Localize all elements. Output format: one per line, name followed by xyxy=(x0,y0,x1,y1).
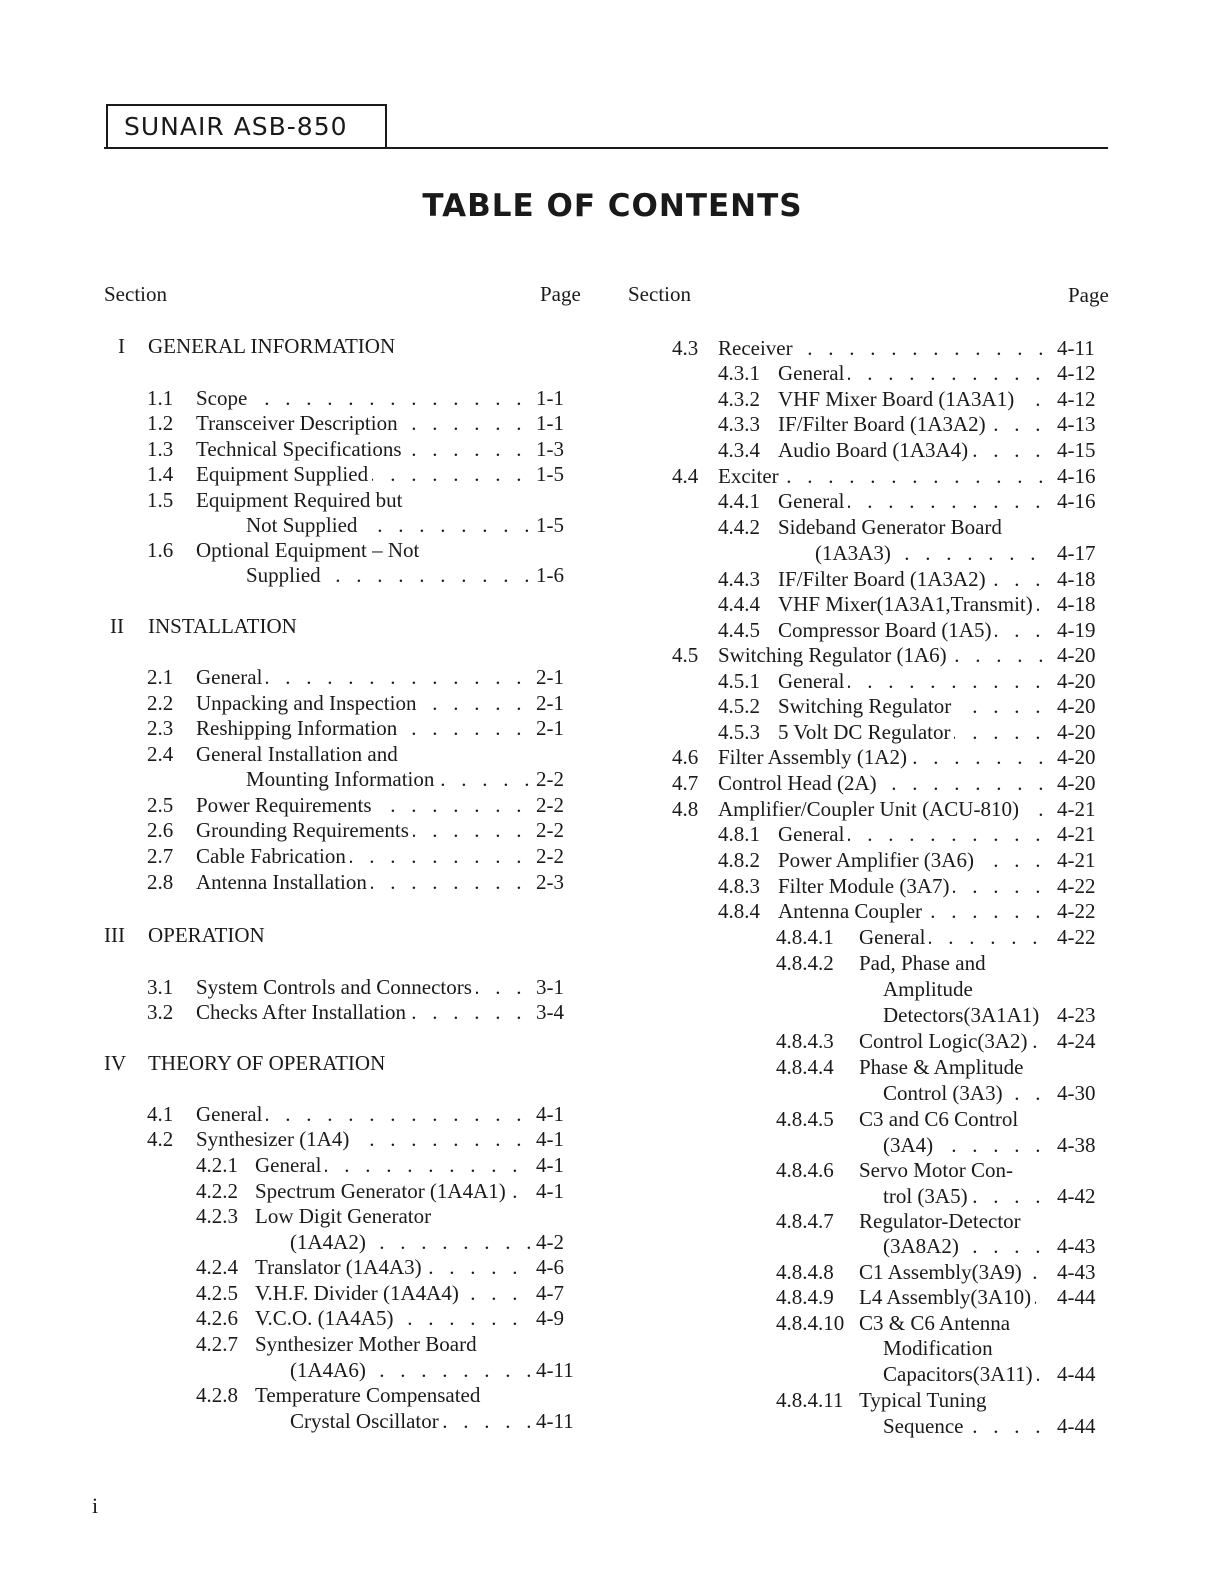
entry-page: 4-42 xyxy=(1057,1184,1096,1208)
entry-number: 4.7 xyxy=(672,771,699,795)
section-title: INSTALLATION xyxy=(148,614,301,639)
entry-page: 4-11 xyxy=(1057,336,1095,360)
entry-number: 4.2.3 xyxy=(196,1204,238,1228)
entry-title: Crystal Oscillator . . xyxy=(290,1409,530,1434)
entry-page: 2-2 xyxy=(536,844,564,868)
entry-page: 4-2 xyxy=(536,1230,564,1254)
entry-number: 4.8.4.11 xyxy=(776,1388,844,1412)
entry-title: Sideband Generator Board xyxy=(778,515,1006,540)
entry-number: 4.2.7 xyxy=(196,1332,238,1356)
entry-number: 4.2.5 xyxy=(196,1281,238,1305)
entry-title: Antenna Coupler . . xyxy=(778,899,1051,924)
entry-page: 4-21 xyxy=(1057,797,1096,821)
right-section-label: Section xyxy=(628,282,691,306)
entry-number: 2.1 xyxy=(147,665,174,689)
entry-title: VHF Mixer Board (1A3A1) . . xyxy=(778,387,1051,412)
entry-page: 4-23 xyxy=(1057,1003,1096,1027)
entry-number: 4.8.4.10 xyxy=(776,1311,845,1335)
entry-title: Equipment Supplied . . xyxy=(196,462,530,487)
entry-title: VHF Mixer(1A3A1,Transmit) . . xyxy=(778,592,1051,617)
entry-page: 4-19 xyxy=(1057,618,1096,642)
entry-title: V.H.F. Divider (1A4A4) . . xyxy=(255,1281,530,1306)
entry-number: 1.5 xyxy=(147,488,174,512)
entry-title: (1A4A6) . . xyxy=(290,1358,530,1383)
entry-title: Not Supplied . . xyxy=(246,513,530,538)
entry-number: 4.4.5 xyxy=(718,618,760,642)
entry-number: 4.8.4.9 xyxy=(776,1285,834,1309)
entry-page: 4-21 xyxy=(1057,848,1096,872)
entry-number: 4.8.2 xyxy=(718,848,760,872)
entry-page: 2-2 xyxy=(536,793,564,817)
entry-title: Power Amplifier (3A6) . . xyxy=(778,848,1051,873)
entry-number: 2.5 xyxy=(147,793,174,817)
entry-title: Low Digit Generator xyxy=(255,1204,435,1229)
entry-number: 4.4.1 xyxy=(718,489,760,513)
entry-number: 4.8.4.6 xyxy=(776,1158,834,1182)
entry-page: 2-1 xyxy=(536,716,564,740)
entry-title: Regulator-Detector xyxy=(859,1209,1025,1234)
entry-number: 4.3.1 xyxy=(718,361,760,385)
entry-number: 2.2 xyxy=(147,691,174,715)
right-page-label: Page xyxy=(1068,283,1109,307)
entry-number: 4.3.4 xyxy=(718,438,760,462)
entry-title: Audio Board (1A3A4) . . xyxy=(778,438,1051,463)
entry-page: 4-22 xyxy=(1057,899,1096,923)
entry-page: 2-1 xyxy=(536,665,564,689)
entry-page: 4-20 xyxy=(1057,745,1096,769)
entry-page: 4-18 xyxy=(1057,567,1096,591)
entry-number: 2.6 xyxy=(147,818,174,842)
entry-number: 2.8 xyxy=(147,870,174,894)
entry-number: 4.5 xyxy=(672,643,699,667)
entry-number: 4.8.4.8 xyxy=(776,1260,834,1284)
entry-number: 4.8.4 xyxy=(718,899,760,923)
entry-title: IF/Filter Board (1A3A2) . . xyxy=(778,567,1051,592)
entry-number: 2.3 xyxy=(147,716,174,740)
entry-page: 4-11 xyxy=(536,1409,574,1433)
entry-page: 1-6 xyxy=(536,563,564,587)
entry-page: 1-5 xyxy=(536,513,564,537)
entry-page: 4-11 xyxy=(536,1358,574,1382)
section-numeral: II xyxy=(110,614,124,638)
header-rule xyxy=(104,147,1108,149)
entry-title: C3 & C6 Antenna xyxy=(859,1311,1014,1336)
entry-title: Spectrum Generator (1A4A1) . . xyxy=(255,1179,530,1204)
entry-number: 4.8.4.2 xyxy=(776,951,834,975)
entry-title: Pad, Phase and xyxy=(859,951,990,976)
entry-title: Checks After Installation . . xyxy=(196,1000,530,1025)
entry-number: 4.3.3 xyxy=(718,412,760,436)
entry-page: 4-18 xyxy=(1057,592,1096,616)
entry-page: 4-9 xyxy=(536,1306,564,1330)
entry-title: Receiver . . xyxy=(718,336,1051,361)
entry-number: 1.4 xyxy=(147,462,174,486)
entry-title: C3 and C6 Control xyxy=(859,1107,1022,1132)
entry-page: 4-7 xyxy=(536,1281,564,1305)
entry-page: 2-1 xyxy=(536,691,564,715)
entry-title: Mounting Information . . xyxy=(246,767,530,792)
entry-page: 4-20 xyxy=(1057,669,1096,693)
entry-title: Amplifier/Coupler Unit (ACU-810) . . xyxy=(718,797,1051,822)
entry-number: 4.8 xyxy=(672,797,699,821)
entry-title: General . . xyxy=(778,822,1051,847)
entry-number: 1.3 xyxy=(147,437,174,461)
entry-title: Modification xyxy=(883,1336,997,1361)
entry-title: Antenna Installation . . xyxy=(196,870,530,895)
entry-page: 4-20 xyxy=(1057,771,1096,795)
entry-title: Translator (1A4A3) . . xyxy=(255,1255,530,1280)
entry-number: 4.3.2 xyxy=(718,387,760,411)
entry-title: General . . xyxy=(778,669,1051,694)
entry-title: Servo Motor Con- xyxy=(859,1158,1017,1183)
entry-title: Grounding Requirements . . xyxy=(196,818,530,843)
entry-title: Detectors(3A1A1) . . xyxy=(883,1003,1051,1028)
entry-title: V.C.O. (1A4A5) . . xyxy=(255,1306,530,1331)
entry-title: General . . xyxy=(196,665,530,690)
entry-page: 3-4 xyxy=(536,1000,564,1024)
entry-page: 4-24 xyxy=(1057,1029,1096,1053)
entry-title: Synthesizer Mother Board xyxy=(255,1332,481,1357)
entry-title: (3A8A2) . . xyxy=(883,1234,1051,1259)
entry-title: Unpacking and Inspection . . xyxy=(196,691,530,716)
entry-number: 4.2.6 xyxy=(196,1306,238,1330)
entry-title: 5 Volt DC Regulator . . xyxy=(778,720,1051,745)
entry-number: 4.2.4 xyxy=(196,1255,238,1279)
entry-page: 4-44 xyxy=(1057,1285,1096,1309)
entry-page: 4-20 xyxy=(1057,720,1096,744)
entry-page: 4-1 xyxy=(536,1127,564,1151)
entry-title: L4 Assembly(3A10) . . xyxy=(859,1285,1051,1310)
entry-title: (1A3A3) . . xyxy=(815,541,1051,566)
entry-number: 3.1 xyxy=(147,975,174,999)
entry-title: Power Requirements . . xyxy=(196,793,530,818)
entry-page: 4-6 xyxy=(536,1255,564,1279)
entry-page: 4-16 xyxy=(1057,464,1096,488)
entry-title: General . . xyxy=(255,1153,530,1178)
section-numeral: I xyxy=(118,334,125,358)
section-title: GENERAL INFORMATION xyxy=(148,334,399,359)
entry-title: Sequence . . xyxy=(883,1414,1051,1439)
entry-title: Control Logic(3A2) . . xyxy=(859,1029,1051,1054)
entry-number: 4.4.2 xyxy=(718,515,760,539)
entry-page: 4-20 xyxy=(1057,643,1096,667)
entry-title: Amplitude xyxy=(883,977,977,1002)
entry-page: 2-2 xyxy=(536,818,564,842)
left-section-label: Section xyxy=(104,282,167,306)
entry-number: 4.4.3 xyxy=(718,567,760,591)
entry-title: Technical Specifications . . xyxy=(196,437,530,462)
entry-page: 4-21 xyxy=(1057,822,1096,846)
entry-title: General . . xyxy=(196,1102,530,1127)
entry-number: 4.8.4.5 xyxy=(776,1107,834,1131)
entry-page: 4-43 xyxy=(1057,1260,1096,1284)
entry-number: 4.4 xyxy=(672,464,699,488)
entry-number: 1.1 xyxy=(147,386,174,410)
section-numeral: III xyxy=(104,923,125,947)
entry-page: 2-3 xyxy=(536,870,564,894)
entry-number: 4.6 xyxy=(672,745,699,769)
entry-page: 4-12 xyxy=(1057,387,1096,411)
entry-title: C1 Assembly(3A9) . . xyxy=(859,1260,1051,1285)
entry-number: 1.2 xyxy=(147,411,174,435)
entry-title: Filter Module (3A7) . . xyxy=(778,874,1051,899)
entry-page: 4-1 xyxy=(536,1102,564,1126)
entry-title: General . . xyxy=(859,925,1051,950)
entry-page: 4-43 xyxy=(1057,1234,1096,1258)
entry-number: 4.2.2 xyxy=(196,1179,238,1203)
entry-page: 1-1 xyxy=(536,411,564,435)
entry-title: Cable Fabrication . . xyxy=(196,844,530,869)
entry-page: 3-1 xyxy=(536,975,564,999)
entry-page: 4-13 xyxy=(1057,412,1096,436)
entry-number: 4.8.3 xyxy=(718,874,760,898)
entry-number: 4.5.1 xyxy=(718,669,760,693)
entry-title: Transceiver Description . . xyxy=(196,411,530,436)
entry-page: 4-12 xyxy=(1057,361,1096,385)
entry-number: 4.2.1 xyxy=(196,1153,238,1177)
entry-page: 4-1 xyxy=(536,1153,564,1177)
entry-title: (3A4) . . xyxy=(883,1133,1051,1158)
entry-page: 4-44 xyxy=(1057,1362,1096,1386)
entry-title: Switching Regulator . . xyxy=(778,694,1051,719)
entry-title: trol (3A5) . . xyxy=(883,1184,1051,1209)
entry-title: Control Head (2A) . . xyxy=(718,771,1051,796)
entry-number: 4.5.2 xyxy=(718,694,760,718)
entry-title: Equipment Required but xyxy=(196,488,406,513)
entry-page: 4-30 xyxy=(1057,1081,1096,1105)
entry-title: Capacitors(3A11) . . xyxy=(883,1362,1051,1387)
entry-number: 4.8.4.7 xyxy=(776,1209,834,1233)
entry-title: IF/Filter Board (1A3A2) . . xyxy=(778,412,1051,437)
entry-title: Temperature Compensated xyxy=(255,1383,484,1408)
entry-page: 4-1 xyxy=(536,1179,564,1203)
page-number: i xyxy=(92,1493,99,1518)
page-title: TABLE OF CONTENTS xyxy=(422,188,803,224)
section-title: OPERATION xyxy=(148,923,269,948)
entry-page: 4-22 xyxy=(1057,925,1096,949)
entry-number: 4.8.1 xyxy=(718,822,760,846)
entry-title: Optional Equipment – Not xyxy=(196,538,423,563)
entry-title: Supplied . . xyxy=(246,563,530,588)
entry-page: 1-1 xyxy=(536,386,564,410)
entry-page: 4-20 xyxy=(1057,694,1096,718)
entry-page: 4-22 xyxy=(1057,874,1096,898)
entry-number: 4.8.4.3 xyxy=(776,1029,834,1053)
entry-number: 4.2 xyxy=(147,1127,174,1151)
entry-page: 4-15 xyxy=(1057,438,1096,462)
entry-title: Exciter . . xyxy=(718,464,1051,489)
entry-number: 1.6 xyxy=(147,538,174,562)
entry-number: 4.8.4.1 xyxy=(776,925,834,949)
header-title: SUNAIR ASB-850 xyxy=(124,112,348,141)
entry-title: Switching Regulator (1A6) . . xyxy=(718,643,1051,668)
entry-title: Filter Assembly (1A2) . . xyxy=(718,745,1051,770)
entry-page: 4-17 xyxy=(1057,541,1096,565)
entry-number: 4.8.4.4 xyxy=(776,1055,834,1079)
entry-number: 3.2 xyxy=(147,1000,174,1024)
entry-title: Scope . . xyxy=(196,386,530,411)
section-title: THEORY OF OPERATION xyxy=(148,1051,389,1076)
entry-title: Typical Tuning xyxy=(859,1388,990,1413)
entry-number: 4.1 xyxy=(147,1102,174,1126)
entry-number: 4.3 xyxy=(672,336,699,360)
entry-page: 1-3 xyxy=(536,437,564,461)
entry-page: 4-16 xyxy=(1057,489,1096,513)
left-page-label: Page xyxy=(540,282,581,306)
entry-number: 2.7 xyxy=(147,844,174,868)
entry-title: Control (3A3) . . xyxy=(883,1081,1051,1106)
section-numeral: IV xyxy=(104,1051,127,1075)
entry-number: 4.2.8 xyxy=(196,1383,238,1407)
entry-title: General . . xyxy=(778,489,1051,514)
entry-number: 4.5.3 xyxy=(718,720,760,744)
entry-title: Reshipping Information . . xyxy=(196,716,530,741)
entry-title: General . . xyxy=(778,361,1051,386)
entry-page: 4-44 xyxy=(1057,1414,1096,1438)
entry-page: 1-5 xyxy=(536,462,564,486)
entry-title: Phase & Amplitude xyxy=(859,1055,1028,1080)
entry-title: General Installation and xyxy=(196,742,402,767)
entry-title: Synthesizer (1A4) . . xyxy=(196,1127,530,1152)
entry-title: (1A4A2) . . xyxy=(290,1230,530,1255)
entry-number: 2.4 xyxy=(147,742,174,766)
entry-number: 4.4.4 xyxy=(718,592,760,616)
entry-page: 4-38 xyxy=(1057,1133,1096,1157)
entry-title: System Controls and Connectors . . xyxy=(196,975,530,1000)
entry-page: 2-2 xyxy=(536,767,564,791)
entry-title: Compressor Board (1A5) . . xyxy=(778,618,1051,643)
